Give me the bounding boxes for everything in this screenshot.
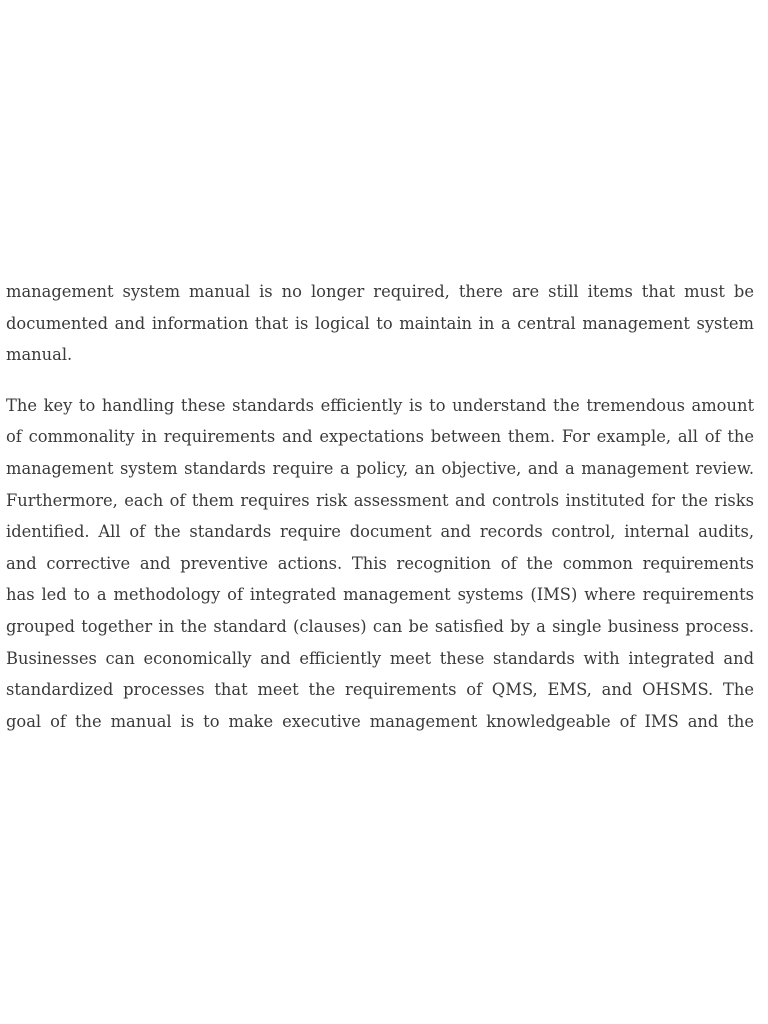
text-line: has led to a methodology of integrated management systems (IMS) where requirements <box>6 585 754 605</box>
text-line: Businesses can economically and efficiently meet these standards with integrated and <box>6 648 754 668</box>
document-body <box>6 276 754 737</box>
text-line: manual. <box>6 345 73 365</box>
text-line: management system manual is no longer required, there are still items that must be <box>6 282 754 301</box>
text-line: identified. All of the standards require document and records control, internal audits, <box>6 522 754 542</box>
text-line: of commonality in requirements and expectations between them. For example, all of the <box>6 427 754 447</box>
text-line: documented and information that is logical to maintain in a central management system <box>6 313 754 333</box>
text-line: Furthermore, each of them requires risk assessment and controls instituted for the risks <box>6 490 754 510</box>
text-line: and corrective and preventive actions. This recognition of the common requirements <box>6 553 754 573</box>
text-line: goal of the manual is to make executive management knowledgeable of IMS and the <box>6 711 754 731</box>
text-line: management system standards require a policy, an objective, and a management review. <box>6 458 754 478</box>
text-line: standardized processes that meet the requirements of QMS, EMS, and OHSMS. The <box>6 680 754 700</box>
paragraph-1 <box>6 276 754 371</box>
paragraph-2 <box>6 390 754 738</box>
text-line: grouped together in the standard (clauses) can be satisfied by a single business process. <box>6 616 754 636</box>
text-line: The key to handling these standards efficiently is to understand the tremendous amount <box>6 395 754 415</box>
